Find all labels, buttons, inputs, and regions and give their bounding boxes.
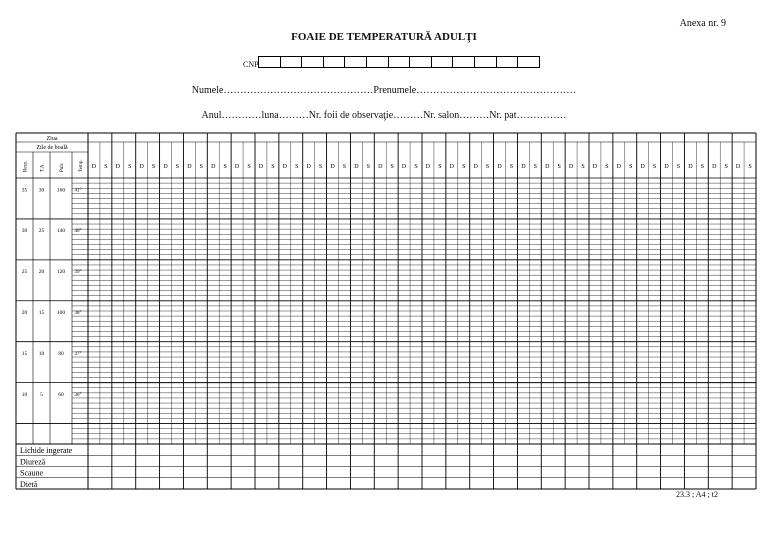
page-title: FOAIE DE TEMPERATURĂ ADULŢI (291, 31, 477, 43)
day-slot-label: D (378, 164, 383, 170)
day-slot-label: D (330, 164, 335, 170)
night-slot-label: S (629, 164, 633, 170)
night-slot-label: S (652, 164, 657, 170)
scale-ta: 20 (38, 269, 45, 276)
day-slot-label: D (735, 164, 741, 170)
night-slot-label: S (128, 164, 132, 170)
night-slot-label: S (462, 164, 466, 170)
scale-ta: 15 (38, 310, 45, 317)
day-slot-label: D (473, 164, 478, 170)
night-slot-label: S (557, 164, 561, 170)
night-slot-label: S (581, 164, 585, 170)
night-slot-label: S (748, 164, 752, 170)
scale-resp: 25 (21, 269, 28, 276)
night-slot-label: S (223, 164, 227, 170)
night-slot-label: S (509, 164, 514, 170)
scale-puls: 80 (58, 350, 64, 357)
scale-puls: 160 (56, 187, 66, 194)
annex-number: Anexa nr. 9 (679, 18, 726, 29)
scale-resp: 30 (21, 228, 28, 235)
day-slot-label: D (234, 164, 240, 170)
day-slot-label: D (592, 164, 598, 170)
scale-resp: 10 (21, 391, 28, 398)
day-slot-label: D (521, 164, 526, 170)
scale-resp: 15 (21, 350, 28, 357)
day-slot-label: D (640, 164, 645, 170)
scale-temp: 41° (74, 188, 82, 194)
scale-puls: 60 (58, 391, 64, 398)
day-slot-label: D (568, 164, 574, 170)
night-slot-label: S (175, 164, 180, 170)
day-slot-label: D (688, 164, 693, 170)
day-slot-label: D (354, 164, 359, 170)
day-slot-label: D (425, 164, 431, 170)
record-info-line[interactable]: Anul…………luna………Nr. foii de observaţie………Nr. salon………Nr. pat…………… (201, 110, 567, 121)
day-slot-label: D (163, 164, 168, 170)
night-slot-label: S (533, 164, 537, 170)
scale-ta: 5 (40, 391, 43, 398)
scale-ta: 25 (38, 228, 45, 235)
night-slot-label: S (247, 164, 251, 170)
night-slot-label: S (318, 164, 323, 170)
scale-resp: 20 (21, 310, 28, 317)
night-slot-label: S (605, 164, 609, 170)
day-slot-label: D (258, 164, 264, 170)
scale-ta: 30 (38, 187, 45, 194)
day-slot-label: D (187, 164, 192, 170)
form-code: 23.3 ; A4 ; t2 (676, 490, 719, 499)
night-slot-label: S (414, 164, 418, 170)
night-slot-label: S (485, 164, 490, 170)
bottom-row-label: Dietă (20, 479, 38, 489)
night-slot-label: S (700, 164, 704, 170)
day-slot-label: D (91, 164, 97, 170)
scale-puls: 120 (56, 269, 66, 276)
scale-temp: 38° (74, 311, 82, 317)
day-slot-label: D (664, 164, 669, 170)
night-slot-label: S (390, 164, 394, 170)
column-label: T.A. (40, 163, 46, 172)
scale-puls: 100 (56, 310, 66, 317)
bottom-row-label: Lichide ingerate (20, 446, 73, 456)
cnp-label: CNP (243, 60, 259, 69)
day-slot-label: D (139, 164, 144, 170)
night-slot-label: S (366, 164, 370, 170)
night-slot-label: S (724, 164, 728, 170)
scale-ta: 10 (38, 350, 45, 357)
night-slot-label: S (342, 164, 347, 170)
scale-temp: 36° (74, 392, 82, 398)
night-slot-label: S (104, 164, 108, 170)
night-slot-label: S (676, 164, 681, 170)
bottom-row-label: Diureză (20, 457, 46, 467)
column-label: Temp. (79, 159, 84, 172)
night-slot-label: S (295, 164, 299, 170)
row-label-zile-boala: Zile de boală (36, 145, 68, 151)
scale-temp: 40° (74, 229, 82, 235)
day-slot-label: D (449, 164, 454, 170)
night-slot-label: S (151, 164, 156, 170)
scale-resp: 35 (21, 187, 28, 194)
day-slot-label: D (712, 164, 717, 170)
night-slot-label: S (438, 164, 442, 170)
bottom-row-label: Scaune (20, 468, 44, 478)
column-label: Puls (60, 163, 65, 172)
day-slot-label: D (545, 164, 550, 170)
day-slot-label: D (115, 164, 120, 170)
day-slot-label: D (306, 164, 311, 170)
night-slot-label: S (271, 164, 275, 170)
patient-name-line[interactable]: Numele………………………………………Prenumele………………………………………… (191, 85, 577, 96)
scale-temp: 37° (74, 351, 82, 357)
scale-temp: 39° (74, 270, 82, 276)
day-slot-label: D (497, 164, 502, 170)
day-slot-label: D (282, 164, 287, 170)
day-slot-label: D (211, 164, 216, 170)
day-slot-label: D (616, 164, 621, 170)
row-label-ziua: Ziua (46, 136, 58, 142)
night-slot-label: S (199, 164, 203, 170)
scale-puls: 140 (56, 228, 66, 235)
day-slot-label: D (401, 164, 407, 170)
column-label: Resp. (23, 160, 29, 172)
